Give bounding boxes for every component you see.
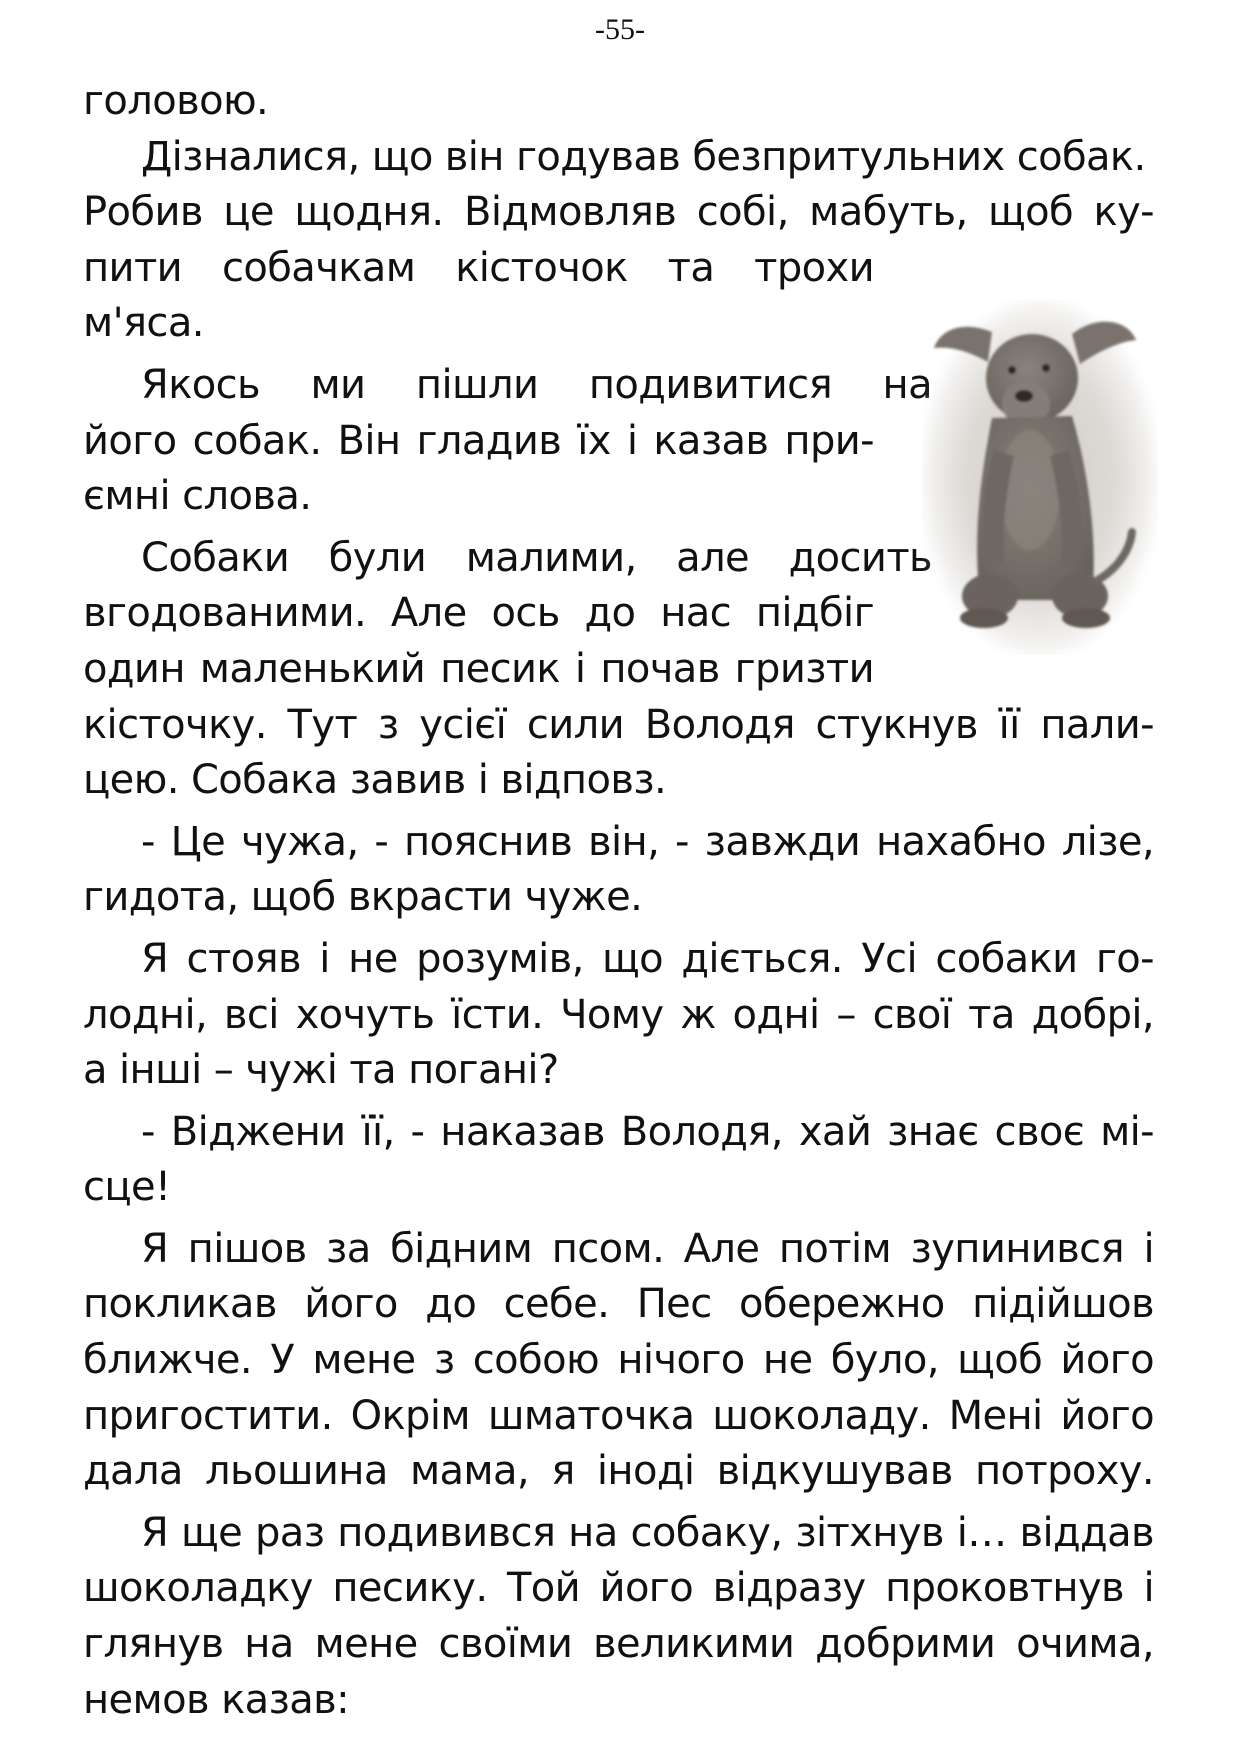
text-line: його собак. Він гладив їх і казав при- (83, 417, 874, 464)
text-line: Я стояв і не розумів, що діється. Усі собаки го- (141, 935, 1154, 982)
text-line: шоколадку песику. Той його відразу проковтнув і (83, 1565, 1154, 1612)
page-number: -55- (595, 13, 645, 46)
text-line: гидота, щоб вкрасти чуже. (83, 874, 643, 921)
text-line: - Віджени її, - наказав Володя, хай знає своє мі- (141, 1108, 1154, 1155)
text-line: м'яса. (83, 300, 204, 347)
text-line: пити собачкам кісточок та трохи (83, 244, 874, 291)
text-line: один маленький песик і почав гризти (83, 645, 874, 692)
text-line: а інші – чужі та погані? (83, 1047, 559, 1094)
text-line: - Це чужа, - пояснив він, - завжди нахабно лізе, (141, 818, 1154, 865)
text-line: сце! (83, 1164, 171, 1211)
text-line: цею. Собака завив і відповз. (83, 757, 667, 804)
text-line: Дізналися, що він годував безпритульних собак. (141, 133, 1146, 180)
text-line: головою. (83, 78, 269, 124)
text-line: кісточку. Тут з усієї сили Володя стукнув її пали- (83, 701, 1154, 748)
text-line: глянув на мене своїми великими добрими очима, (83, 1621, 1154, 1668)
text-line: пригостити. Окрім шматочка шоколаду. Мені його (83, 1392, 1154, 1439)
text-line: Робив це щодня. Відмовляв собі, мабуть, щоб ку- (83, 189, 1154, 236)
text-line: Якось ми пішли подивитися на (141, 361, 932, 408)
text-line: лодні, всі хочуть їсти. Чому ж одні – свої та добрі, (83, 991, 1154, 1038)
text-line: Собаки були малими, але досить (141, 534, 932, 581)
text-line: Я пішов за бідним псом. Але потім зупинився і (141, 1225, 1154, 1272)
text-line: вгодованими. Але ось до нас підбіг (83, 590, 874, 637)
text-line: покликав його до себе. Пес обережно підійшов (83, 1281, 1154, 1328)
text-line: Я ще раз подивився на собаку, зітхнув і… віддав (141, 1509, 1154, 1556)
toy-dog-illustration (922, 300, 1158, 655)
text-line: немов казав: (83, 1676, 350, 1723)
text-line: дала льошина мама, я іноді відкушував потроху. (83, 1448, 1154, 1495)
text-line: ємні слова. (83, 473, 312, 520)
text-line: ближче. У мене з собою нічого не було, щоб його (83, 1337, 1154, 1384)
